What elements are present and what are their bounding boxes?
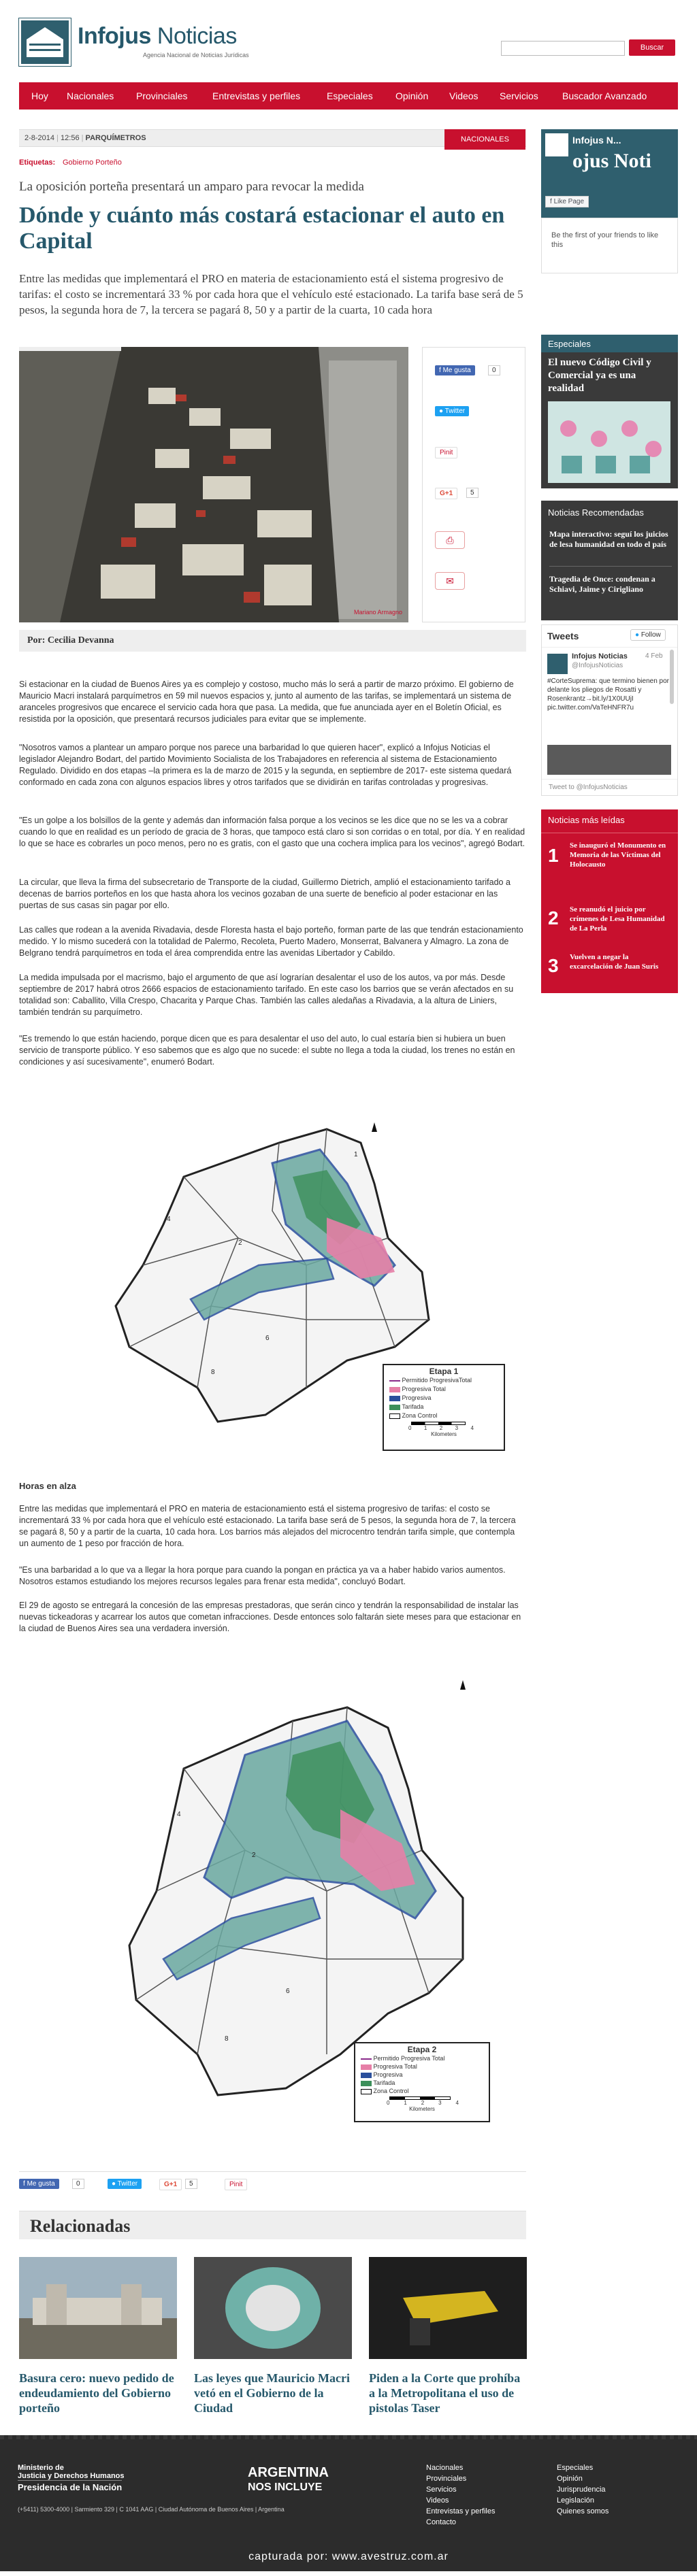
facebook-widget-body [541,218,678,273]
infojus-logo-icon[interactable] [19,18,71,66]
gplus-count-bottom: 5 [185,2179,197,2189]
article-paragraph: "Nosotros vamos a plantear un amparo porque nos parece una barbaridad lo que quieren hacer", explicó a Infojus Noticias el legislador Alejandro Bodart, del partido Movimiento Socialista de los Trabajadores en referencia al sistema de Estacionamiento Regulado. Dividido en dos etapas –la primera es la de marzo de 2015 y la segunda, en septiembre de 2017- este sistema quedará conformado en cada zona con algunos espacios libres y otros tarifados que se dividirán en tarifas controladas y progresivas. [19,743,512,787]
twitter-share-button-bottom[interactable]: ● Twitter [108,2179,142,2189]
article-paragraph: La medida impulsada por el macrismo, bajo el argumento de que así lograrían desalentar el uso de los autos, va por más. Desde septiembre de 2017 habrá otros 2666 espacios de estacionamiento tarifado. En este caso los barrios que se verán afectados en su totalidad son: Caballito, Villa Crespo, Chacarita y Parque Chas. También las calles aledañas a Rivadavia, a la altura de Liniers, también tendrán su parquímetro. [19,973,514,1017]
legend-item: Progresiva [361,2071,489,2079]
footer-link[interactable]: Contacto [426,2518,457,2526]
fb-widget-brand: ojus Noti [572,150,651,172]
article-paragraph: Entre las medidas que implementará el PRO en materia de estacionamiento está el sistema progresivo de tarifas: el costo se incrementará 33 % por cada hora que el vehículo esté estacionado. La tarifa base será de 5 pesos, la segunda hora de 7, la tercera se pagará 8, 50 y a partir de la cuarta, 10 cada hora. Los barrios más alejados del microcentro tendrán tarifa simple, que contempla un aumento de 1 peso por fracción de hora. [19,1504,516,1548]
nav-item-provinciales[interactable]: Provinciales [136,90,188,101]
recomendadas-box [541,524,678,620]
brand-name[interactable] [78,23,237,50]
legend-scale-label: Kilometers [409,2106,435,2112]
mas-leidas-heading: Noticias más leídas [548,815,625,825]
google-plus-button-bottom[interactable]: G+1 [159,2179,182,2190]
nav-item-servicios[interactable]: Servicios [500,90,538,101]
twitter-scrollbar[interactable] [670,650,674,704]
ministry-line-3: Presidencia de la Nación [18,2480,122,2492]
article-paragraph: El 29 de agosto se entregará la concesión de las empresas prestadoras, que serán cinco y tendrán la responsabilidad de instalar las nuevas tickeadoras y acarrear los autos que cometan infracciones. Desde entonces solo faltarán siete meses para que estacionar en la ciudad de Buenos Aires sea una verdadera inversión. [19,1601,521,1633]
capture-watermark: capturada por: www.avestruz.com.ar [248,2551,449,2562]
svg-text:6: 6 [265,1335,270,1342]
footer-link[interactable]: Videos [426,2496,449,2505]
pinterest-button[interactable]: Pinit [435,447,457,458]
share-panel [422,347,525,622]
rank-number: 3 [548,955,559,976]
nav-item-especiales[interactable]: Especiales [327,90,373,101]
mas-leidas-box [541,809,678,993]
divider [549,566,672,567]
tweet-compose[interactable]: Tweet to @InfojusNoticias [542,779,677,795]
legend-item: Tarifada [389,1403,504,1411]
article-paragraph: "Es un golpe a los bolsillos de la gente y además dan información falsa porque a los vecinos se les dice que no se les va a cobrar cuando lo que en realidad es un período de gracia de 3 horas, que tampoco está claro si son corridas o en total, por día. Y en realidad lo que se hace es cobrarles un poco menos, pero no es gratis, con el gasto que una cochera implica para los vecinos", agregó Bodart. [19,816,525,848]
brand-tagline: Agencia Nacional de Noticias Jurídicas [143,52,249,58]
article-photo [19,347,408,622]
fb-icon: f [439,367,443,374]
recomendada-link[interactable]: Mapa interactivo: seguí los juicios de lesa humanidad en todo el país [549,529,668,549]
photo-credit: Mariano Armagno [354,609,403,616]
article-topic: PARQUÍMETROS [85,134,146,142]
footer-link[interactable]: Opinión [557,2475,583,2483]
footer-link[interactable]: Entrevistas y perfiles [426,2507,496,2515]
especiales-title: El nuevo Código Civil y Comercial ya es una realidad [548,357,651,394]
legend-item: Zona Control [361,2087,489,2095]
email-icon[interactable]: ✉ [435,572,465,590]
legend-item: Progresiva Total [361,2062,489,2071]
fb-label: Me gusta [442,367,471,374]
footer-link[interactable]: Servicios [426,2486,457,2494]
legend-item: Progresiva Total [389,1385,504,1394]
svg-text:6: 6 [286,1988,290,1995]
related-title-2[interactable]: Las leyes que Mauricio Macri vetó en el Gobierno de la Ciudad [194,2371,350,2415]
nav-item-buscador-avanzado[interactable]: Buscador Avanzado [562,90,647,101]
ministry-line-2: Justicia y Derechos Humanos [18,2472,125,2480]
gplus-count: 5 [466,488,479,498]
nav-item-entrevistas[interactable]: Entrevistas y perfiles [212,90,301,101]
section-badge[interactable]: NACIONALES [444,129,525,150]
print-icon[interactable]: ⎙ [435,531,465,549]
article-subhead: Horas en alza [19,1481,76,1491]
nav-item-nacionales[interactable]: Nacionales [67,90,114,101]
avatar[interactable] [547,654,568,674]
related-title-3[interactable]: Piden a la Corte que prohíba a la Metropolitana el uso de pistolas Taser [369,2371,521,2415]
article-time: 12:56 [61,134,80,142]
nav-item-hoy[interactable]: Hoy [31,90,48,101]
article-paragraph: Si estacionar en la ciudad de Buenos Aires ya es complejo y costoso, mucho más lo será a partir de marzo próximo. El gobierno de Mauricio Macri instalará parquímetros en 59 mil nuevos espacios y, junto al aumento de las tarifas, se implementará un sistema de aranceles progresivos que encarece el servicio cada hora que pasa. La medida, que fue anunciada ayer en el Boletín Oficial, es resistida por la oposición, que presentará recursos judiciales para evitar que se implemente. [19,680,514,724]
svg-text:2: 2 [238,1239,242,1247]
twitter-follow-button[interactable]: ● Follow [630,629,666,641]
twitter-icon: ● [112,2180,118,2188]
twitter-widget [541,624,678,796]
legend-item: Tarifada [361,2079,489,2087]
argentina-logo-sub: NOS INCLUYE [248,2481,323,2493]
tweet-user[interactable]: Infojus Noticias [572,652,628,660]
especiales-image [548,401,670,483]
footer-link[interactable]: Especiales [557,2464,594,2472]
map-2-legend: Etapa 2 Permitido Progresiva Total Progresiva Total Progresiva Tarifada Zona Control 0 1 2 3 4 Kilometers [354,2042,490,2122]
tweets-heading: Tweets [547,631,579,641]
article-paragraph: "Es tremendo lo que están haciendo, porque dicen que es para desalentar el uso del auto, lo cual estaría bien si hubiera un buen servicio de transporte público. Y eso sabemos que es algo que no sucede: el subte no llega a toda la ciudad, los trenes no están en condiciones y así sucesivamente", enumeró Bodart. [19,1034,515,1067]
map-1-legend: Etapa 1 Permitido ProgresivaTotal Progresiva Total Progresiva Tarifada Zona Control 0 1 2 3 4 Kilometers [383,1364,505,1451]
brand-part-1: Infojus [78,23,151,49]
pinterest-button-bottom[interactable]: Pinit [225,2179,247,2190]
nav-item-videos[interactable]: Videos [449,90,479,101]
related-heading: Relacionadas [30,2216,131,2236]
infojus-logo-small-icon [545,133,568,156]
article-paragraph: "Es una barbaridad a lo que va a llegar la hora porque para cuando la pongan en práctica ya va a haber habido varios aumentos. Nosotros estamos estudiando los mejores recursos legales para frenar esta medida", concluyó Bodart. [19,1565,506,1586]
especiales-box[interactable] [541,352,678,488]
article-paragraph: Las calles que rodean a la avenida Rivadavia, desde Floresta hasta el bajo porteño, forman parte de las que tendrán estacionamiento medido. Y lo mismo sucederá con la totalidad de Palermo, Recoleta, Puerto Madero, Monserrat, Balvanera y Almagro. La zona de Belgrano tendrá parquímetros en toda el área comprendida entre las avenidas Libertador y Cabildo. [19,925,523,958]
article-kicker: La oposición porteña presentará un amparo para revocar la medida [19,180,364,194]
twitter-share-button[interactable] [435,406,469,416]
mas-leida-link[interactable]: Se reanudó el juicio por crímenes de Lesa Humanidad de La Perla [570,905,665,933]
related-thumb-2[interactable] [194,2257,352,2359]
footer-link[interactable]: Legislación [557,2496,595,2505]
article-summary: Entre las medidas que implementará el PRO en materia de estacionamiento está el sistema progresivo de tarifas: el costo se incrementará 33 % por cada hora que el vehículo esté estacionado. La tarifa base será de 5 pesos, la segunda hora de 7, la tercera se pagará 8, 50 y a partir de la cuarta, 10 cada hora [19,272,523,316]
article-date: 2-8-2014 [25,134,55,142]
footer [0,2435,697,2571]
brand-part-2: Noticias [157,23,237,49]
svg-text:4: 4 [177,1811,181,1818]
fb-widget-text: Be the first of your friends to like this [551,231,659,249]
svg-text:2: 2 [252,1852,256,1859]
related-thumb-1[interactable] [19,2257,177,2359]
tweet-text: #CorteSuprema: que termino bienen por delante los pliegos de Rosatti y Rosenkrantz→bit.ly/1X0UUjI pic.twitter.com/VaTeHNFR7u [547,678,669,712]
twitter-icon: ● [439,407,445,415]
rank-number: 1 [548,845,559,866]
fb-count: 0 [488,365,500,375]
footer-address: (+5411) 5300-4000 | Sarmiento 329 | C 1041 AAG | Ciudad Autónoma de Buenos Aires | Argentina [18,2506,285,2513]
tweet-image[interactable] [547,745,671,775]
article-title: Dónde y cuánto más costará estacionar el auto en Capital [19,203,505,254]
legend-title: Etapa 2 [407,2045,437,2054]
tw-label: Twitter [444,407,466,415]
tags-label: Etiquetas: [19,158,56,167]
recomendadas-header: Noticias Recomendadas [541,501,678,524]
article-author: Por: Cecilia Devanna [27,635,114,646]
tag-link[interactable]: Gobierno Porteño [63,158,122,167]
related-title-1[interactable]: Basura cero: nuevo pedido de endeudamiento del Gobierno porteño [19,2371,174,2415]
fb-icon: f [23,2180,27,2188]
article-meta: 2-8-2014 | 12:56 | PARQUÍMETROS [25,134,146,142]
fb-icon: f [550,198,554,205]
tweet-handle[interactable]: @InfojusNoticias [572,662,623,669]
article-paragraph: La circular, que lleva la firma del subsecretario de Transporte de la ciudad, Guillermo Dietrich, amplió el estacionamiento tarifado a decenas de barrios porteños en los que hasta ahora los vecinos gozaban de una suerte de beneficio al poder estacionar en las puertas de sus casas sin pagar por ello. [19,877,510,910]
facebook-like-button-bottom[interactable]: f Me gusta [19,2179,59,2189]
search-button[interactable]: Buscar [629,39,675,56]
main-nav [19,82,678,110]
especiales-header: Especiales [541,335,678,352]
facebook-like-button[interactable] [435,365,475,375]
footer-link[interactable]: Jurisprudencia [557,2486,606,2494]
footer-link[interactable]: Quienes somos [557,2507,609,2515]
legend-title: Etapa 1 [429,1367,459,1376]
fb-widget-title: Infojus N... [572,135,621,146]
ministry-line-1: Ministerio de [18,2464,64,2472]
legend-item: Permitido Progresiva Total [361,2054,489,2062]
recomendada-link[interactable]: Tragedia de Once: condenan a Schiavi, Jaime y Cirigliano [549,574,655,594]
divider [19,2171,526,2172]
tweet-date[interactable]: 4 Feb [645,652,663,660]
mas-leida-link[interactable]: Se inauguró el Monumento en Memoria de las Víctimas del Holocausto [570,841,666,869]
fb-like-page-button[interactable]: f Like Page [545,196,589,207]
nav-item-opinion[interactable]: Opinión [395,90,429,101]
twitter-icon: ● [635,631,641,639]
svg-text:4: 4 [167,1216,171,1223]
legend-scale-label: Kilometers [431,1431,457,1437]
argentina-logo: ARGENTINA [248,2465,329,2480]
svg-text:8: 8 [225,2035,229,2043]
footer-link[interactable]: Nacionales [426,2464,464,2472]
legend-item: Progresiva [389,1394,504,1403]
google-plus-button[interactable]: G+1 [435,488,457,499]
rank-number: 2 [548,907,559,929]
facebook-page-widget[interactable] [541,129,678,218]
svg-text:8: 8 [211,1369,215,1376]
legend-item: Zona Control [389,1411,504,1420]
svg-text:1: 1 [354,1151,358,1158]
fb-count-bottom: 0 [72,2179,84,2189]
legend-item: Permitido ProgresivaTotal [389,1376,504,1385]
related-thumb-3[interactable] [369,2257,527,2359]
mas-leida-link[interactable]: Vuelven a negar la excarcelación de Juan Suris [570,953,659,971]
footer-link[interactable]: Provinciales [426,2475,467,2483]
search-input[interactable] [501,41,625,56]
